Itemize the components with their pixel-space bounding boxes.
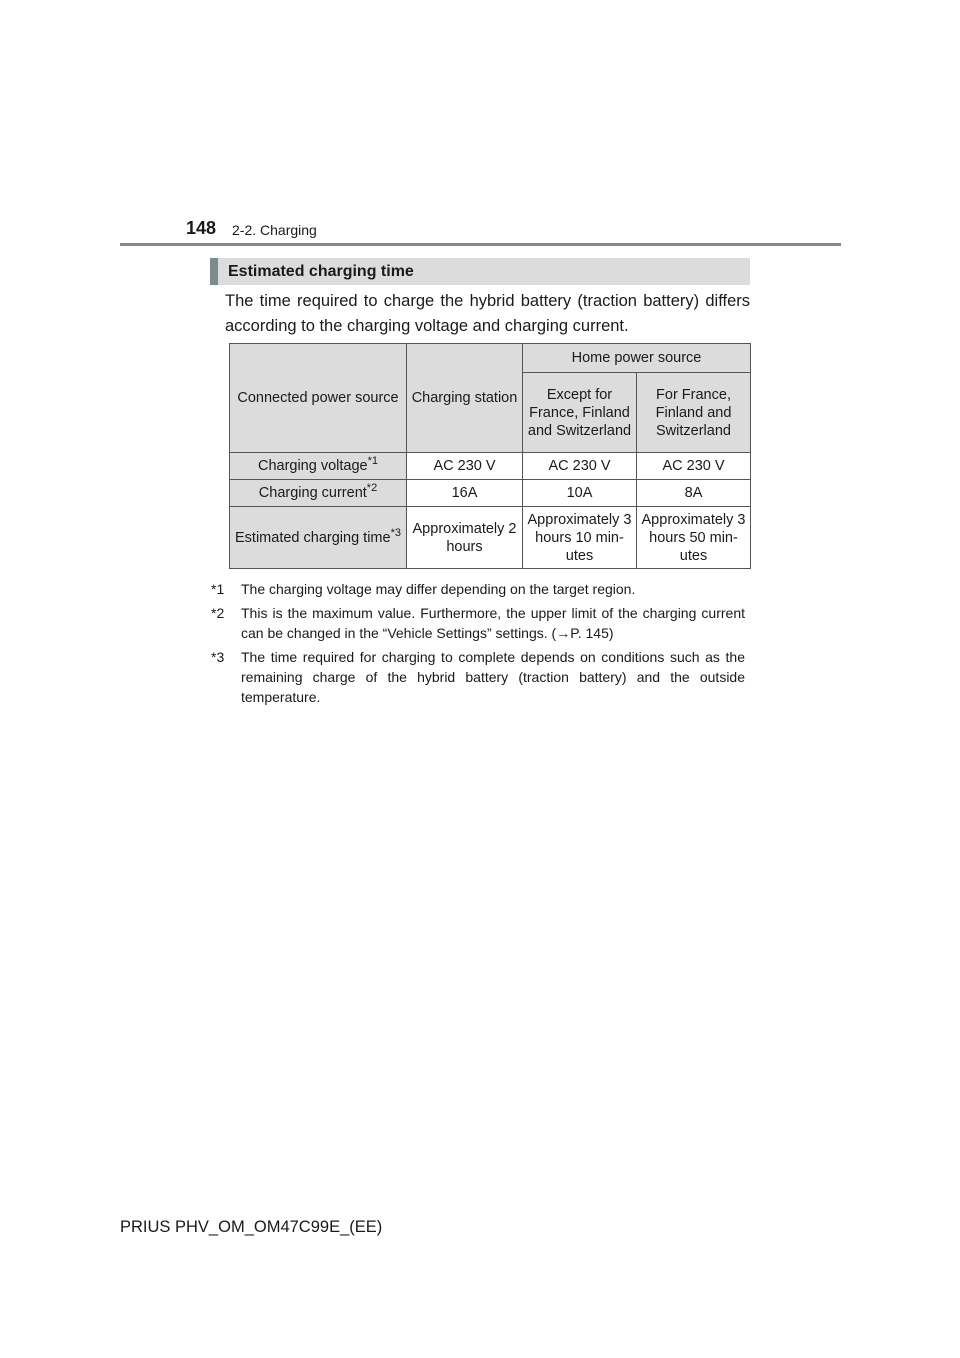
table-row-current — [230, 480, 751, 507]
footnote-marker: *1 — [367, 455, 379, 468]
charging-time-table — [229, 343, 751, 569]
footnotes — [211, 579, 745, 711]
cell-station: AC 230 V — [407, 453, 523, 480]
footnote-marker: *3 — [390, 526, 401, 539]
subheading-estimated-charging-time: Estimated charging time — [210, 258, 750, 285]
footnote — [211, 579, 745, 599]
row-label-cell — [230, 453, 407, 480]
header-home-except: Except for France, Finland and Switzerland — [523, 373, 637, 453]
footnote-mark: *1 — [211, 581, 225, 597]
page-number: 148 — [186, 218, 217, 238]
header-charging-station: Charging station — [407, 344, 523, 453]
intro-paragraph: The time required to charge the hybrid battery (traction battery) differs according to the charging voltage and charging current. — [225, 292, 750, 335]
row-label: Estimated charging time — [235, 529, 391, 546]
footnote — [211, 603, 745, 643]
footnote-marker: *2 — [366, 482, 378, 495]
cell-home-except: 10A — [523, 480, 637, 507]
footnote-text: This is the maximum value. Furthermore, the upper limit of the charging current can be changed in the “Vehicle Settings” settings. (→P. 145) — [241, 605, 745, 641]
row-label: Charging current — [258, 485, 367, 501]
section-label: 2-2. Charging — [232, 222, 317, 238]
header-rule — [120, 243, 841, 246]
cell-home-except: AC 230 V — [523, 453, 637, 480]
row-label-cell — [230, 480, 407, 507]
cell-home-france: 8A — [637, 480, 751, 507]
header-connected-power-source: Connected power source — [230, 344, 407, 453]
cell-home-france: AC 230 V — [637, 453, 751, 480]
row-label-cell — [230, 507, 407, 569]
header-home-france: For France, Finland and Switzerland — [637, 373, 751, 453]
footnote-text: The charging voltage may differ depending on the target region. — [241, 581, 636, 597]
cell-home-except: Approximately 3 hours 10 min-utes — [523, 507, 637, 569]
table-row-time — [230, 507, 751, 569]
header-home-power-source: Home power source — [523, 344, 751, 373]
footnote — [211, 647, 745, 707]
footnote-text: The time required for charging to complete depends on conditions such as the remaining charge of the hybrid battery (traction battery) and the outside temperature. — [241, 649, 745, 705]
footnote-mark: *2 — [211, 605, 225, 621]
row-label: Charging voltage — [257, 458, 368, 474]
cell-station: Approximately 2 hours — [407, 507, 523, 569]
cell-home-france: Approximately 3 hours 50 min-utes — [637, 507, 751, 569]
cell-station: 16A — [407, 480, 523, 507]
table-row-voltage — [230, 453, 751, 480]
footer-doc-id: PRIUS PHV_OM_OM47C99E_(EE) — [120, 1218, 383, 1236]
footnote-mark: *3 — [211, 649, 225, 665]
